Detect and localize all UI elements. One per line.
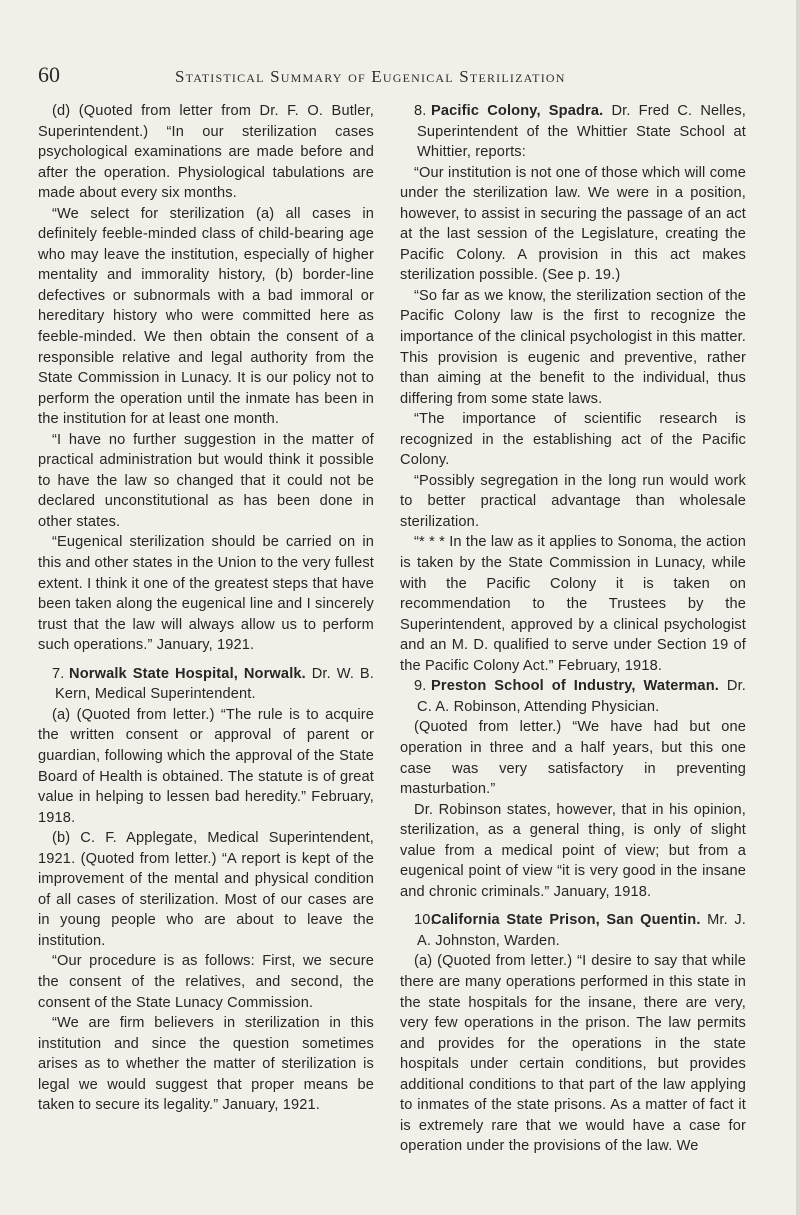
page-edge	[796, 0, 800, 1215]
entry-heading-text: Mr. J. A. Johnston, Warden.	[417, 912, 747, 949]
paragraph: “I have no further suggestion in the matter of practical administration but would think it possible to have the law so changed that it could not be declared unconstitutional as has been done in other states.	[38, 431, 374, 530]
right-column	[400, 101, 746, 1157]
entry-number: 7.	[52, 665, 65, 682]
paragraph: “The importance of scientific research is recognized in the establishing act of the Pacific Colony.	[400, 411, 746, 469]
entry-heading-8	[400, 101, 746, 163]
paragraph: (b) C. F. Applegate, Medical Superintendent, 1921. (Quoted from letter.) “A report is kept of the improvement of the mental and physical condition of all cases of sterilization. Most of our cases are in young people who are about to leave the institution.	[38, 830, 374, 949]
entry-number: 8.	[414, 103, 427, 119]
entry-number: 10.	[414, 912, 435, 929]
entry-heading-text: Dr. W. B. Kern, Medical Superintendent.	[55, 665, 374, 703]
page-number: 60	[38, 62, 60, 87]
left-column	[38, 101, 374, 1116]
paragraph: (d) (Quoted from letter from Dr. F. O. Butler, Superintendent.) “In our sterilization cases psychological examinations are made before and after the operation. Physiological tabulations are made about every six months.	[38, 103, 374, 202]
paragraph: “Eugenical sterilization should be carried on in this and other states in the Union to the very fullest extent. I think it one of the greatest steps that have been taken along the eugenical line and I sincerely trust that the law will always allow us to perform such operations.” January, 1921.	[38, 534, 374, 654]
paragraph: “Our procedure is as follows: First, we secure the consent of the relatives, and second, the consent of the State Lunacy Commission.	[38, 953, 374, 1011]
paragraph: “Our institution is not one of those which will come under the sterilization law. We were in a position, however, to assist in securing the passage of an act at the last session of the Legislature, creating the Pacific Colony. A provision in this act makes sterilization possible. (See p. 19.)	[400, 164, 746, 284]
institution-name: Preston School of Industry, Waterman.	[431, 678, 719, 695]
institution-name: California State Prison, San Quentin.	[431, 912, 701, 929]
paragraph: “We select for sterilization (a) all cases in definitely feeble-minded class of child-bearing age who may leave the institution, especially of higher mentality and immorality history, (b) border-line defectives or subnormals with a bad immoral or hereditary history who were committed here as feeble-minded. We then obtain the consent of a responsible relative and legal authority from the State Commission in Lunacy. It is our policy not to perform the operation until the inmate has been in the institution for at least one month.	[38, 205, 374, 428]
entry-heading-text: Dr. C. A. Robinson, Attending Physician.	[417, 678, 746, 715]
running-head: Statistical Summary of Eugenical Sterilization	[175, 67, 566, 86]
paragraph: “Possibly segregation in the long run would work to better practical advantage than wholesale sterilization.	[400, 472, 746, 530]
institution-name: Norwalk State Hospital, Norwalk.	[69, 665, 306, 682]
paragraph: (a) (Quoted from letter.) “The rule is to acquire the written consent or approval of parent or guardian, following which the approval of the State Board of Health is obtained. The statute is of great value in helping to lessen bad heredity.” February, 1918.	[38, 706, 374, 826]
entry-heading-9	[400, 676, 746, 717]
paragraph: Dr. Robinson states, however, that in his opinion, sterilization, as a general thing, is only of slight value from a medical point of view; but from a eugenical point of view “it is very good in the insane and chronic criminals.” January, 1918.	[400, 801, 746, 900]
paragraph: (Quoted from letter.) “We have had but one operation in three and a half years, but this one case was very satisfactory in preventing masturbation.”	[400, 719, 746, 798]
paragraph: “* * * In the law as it applies to Sonoma, the action is taken by the State Commission in Lunacy, while with the Pacific Colony it is taken on recommendation to the Trustees by the Superintendent, approved by a clinical psychologist and an M. D. qualified to serve under Section 19 of the Pacific Colony Act.” February, 1918.	[400, 534, 746, 674]
institution-name: Pacific Colony, Spadra.	[431, 103, 604, 119]
paragraph: “We are firm believers in sterilization in this institution and since the question sometimes arises as to whether the matter of sterilization is legal we would suggest that proper means be taken to secure its legality.” January, 1921.	[38, 1015, 374, 1114]
entry-heading-7	[38, 664, 374, 705]
entry-number: 9.	[414, 678, 427, 695]
entry-heading-10	[400, 910, 746, 951]
paragraph: “So far as we know, the sterilization section of the Pacific Colony law is the first to recognize the importance of the clinical psychologist in this matter. This provision is eugenic and preventive, rather than aiming at the benefit to the individual, thus differing from some state laws.	[400, 287, 746, 407]
paragraph: (a) (Quoted from letter.) “I desire to say that while there are many operations performed in this state in the state hospitals for the insane, there are very, very few operations in the prison. The law permits and provides for the operations in the state hospitals under certain conditions, but provides additional conditions to that part of the law applying to inmates of the state prisons. As a matter of fact it is extremely rare that we would have a case for operation under the provisions of the law. We	[400, 953, 746, 1155]
entry-heading-text: Dr. Fred C. Nelles, Superintendent of the Whittier State School at Whittier, reports:	[417, 103, 746, 161]
